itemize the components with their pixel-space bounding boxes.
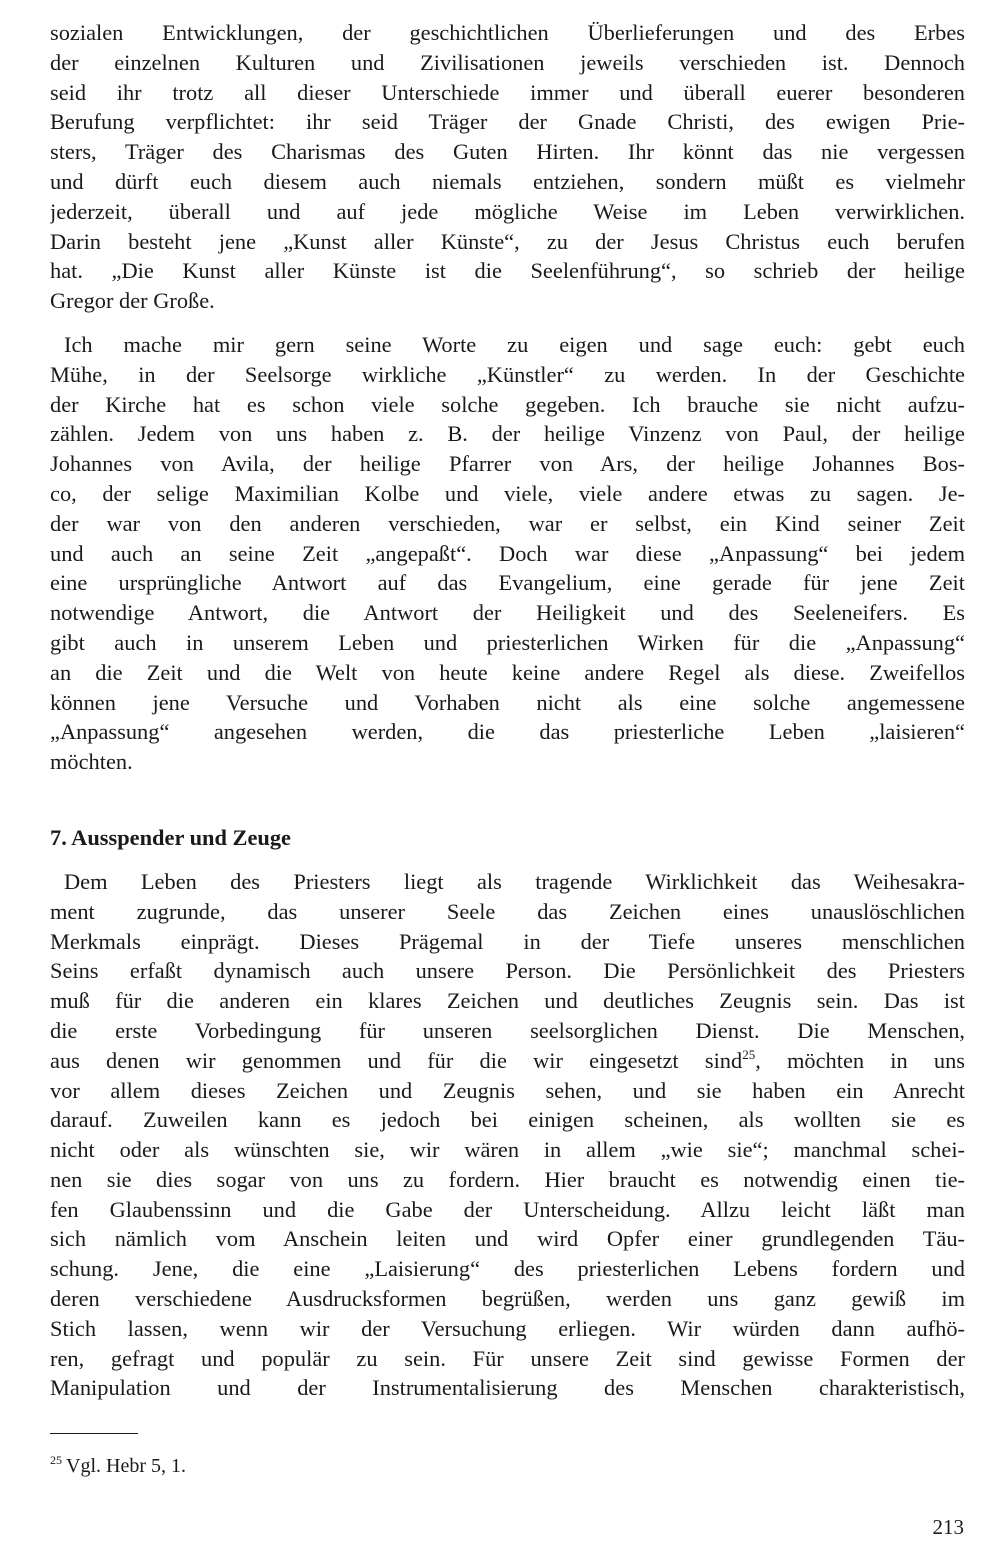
text-line: der war von den anderen verschieden, war er selbst, ein Kind seiner Zeit (50, 510, 965, 536)
text-line: Johannes von Avila, der heilige Pfarrer von Ars, der heilige Johannes Bos- (50, 451, 965, 477)
text-line: Stich lassen, wenn wir der Versuchung erliegen. Wir würden dann aufhö- (50, 1315, 965, 1341)
footnote-marker: 25 (50, 1453, 62, 1467)
page-number: 213 (932, 1515, 964, 1539)
text-line: Merkmals einprägt. Dieses Prägemal in der Tiefe unseres menschlichen (50, 928, 965, 954)
text-line: „Anpassung“ angesehen werden, die das priesterliche Leben „laisieren“ (50, 719, 965, 745)
page-body (50, 18, 965, 1403)
paragraph-3 (50, 867, 965, 1403)
text-line: und auch an seine Zeit „angepaßt“. Doch war diese „Anpassung“ bei jedem (50, 540, 965, 566)
text-line: schung. Jene, die eine „Laisierung“ des priesterlichen Lebens fordern und (50, 1256, 965, 1282)
text-line: sozialen Entwicklungen, der geschichtlichen Überlieferungen und des Erbes (50, 20, 965, 45)
paragraph-2 (50, 330, 965, 777)
text-line: Berufung verpflichtet: ihr seid Träger der Gnade Christi, des ewigen Prie- (50, 109, 965, 135)
text-line: der Kirche hat es schon viele solche gegeben. Ich brauche sie nicht aufzu- (50, 391, 965, 417)
text-line: nen sie dies sogar von uns zu fordern. Hier braucht es notwendig einen tie- (50, 1166, 965, 1192)
paragraph-1 (50, 18, 965, 316)
text-line: ren, gefragt und populär zu sein. Für unsere Zeit sind gewisse Formen der (50, 1345, 965, 1371)
text-line: deren verschiedene Ausdrucksformen begrüßen, werden uns ganz gewiß im (50, 1286, 965, 1312)
text-line: der einzelnen Kulturen und Zivilisationen jeweils verschieden ist. Dennoch (50, 49, 965, 75)
text-line: fen Glaubenssinn und die Gabe der Unterscheidung. Allzu leicht läßt man (50, 1196, 965, 1222)
text-line: eine ursprüngliche Antwort auf das Evangelium, eine gerade für jene Zeit (50, 570, 965, 596)
text-segment: aus denen wir genommen und für die wir eingesetzt sind (50, 1047, 743, 1073)
footnote-reference[interactable]: 25 (742, 1046, 756, 1062)
text-line: co, der selige Maximilian Kolbe und viele, viele andere etwas zu sagen. Je- (50, 480, 965, 506)
text-line: notwendige Antwort, die Antwort der Heiligkeit und des Seeleneifers. Es (50, 600, 965, 626)
text-line: nicht oder als wünschten sie, wir wären in allem „wie sie“; manchmal schei- (50, 1137, 965, 1163)
text-line: vor allem dieses Zeichen und Zeugnis sehen, und sie haben ein Anrecht (50, 1077, 965, 1103)
text-line: seid ihr trotz all dieser Unterschiede immer und überall euerer besonderen (50, 79, 965, 105)
text-line: Dem Leben des Priesters liegt als tragende Wirklichkeit das Weihesakra- (64, 868, 965, 894)
text-line: können jene Versuche und Vorhaben nicht als eine solche angemessene (50, 689, 965, 715)
text-line (50, 1046, 965, 1076)
text-line: an die Zeit und die Welt von heute keine andere Regel als diese. Zweifellos (50, 659, 965, 685)
text-line: gibt auch in unserem Leben und priesterlichen Wirken für die „Anpassung“ (50, 629, 965, 655)
text-line: Darin besteht jene „Kunst aller Künste“, zu der Jesus Christus euch berufen (50, 228, 965, 254)
footnote-text: Vgl. Hebr 5, 1. (66, 1455, 186, 1477)
text-line: sich nämlich vom Anschein leiten und wird Opfer einer grundlegenden Täu- (50, 1226, 965, 1252)
text-line: Manipulation und der Instrumentalisierung des Menschen charakteristisch, (50, 1375, 965, 1401)
text-line: die erste Vorbedingung für unseren seelsorglichen Dienst. Die Menschen, (50, 1017, 965, 1043)
text-line: Mühe, in der Seelsorge wirkliche „Künstler“ zu werden. In der Geschichte (50, 361, 965, 387)
text-segment: , möchten in uns (755, 1047, 965, 1073)
text-line: Seins erfaßt dynamisch auch unsere Person. Die Persönlichkeit des Priesters (50, 958, 965, 984)
text-line: sters, Träger des Charismas des Guten Hirten. Ihr könnt das nie vergessen (50, 139, 965, 165)
footnote-divider (50, 1433, 138, 1434)
text-line: muß für die anderen ein klares Zeichen und deutliches Zeugnis sein. Das ist (50, 988, 965, 1014)
text-line: möchten. (50, 749, 133, 775)
text-line: und dürft euch diesem auch niemals entziehen, sondern müßt es vielmehr (50, 168, 965, 194)
text-line: Gregor der Große. (50, 288, 215, 314)
text-line: darauf. Zuweilen kann es jedoch bei einigen scheinen, als wollten sie es (50, 1107, 965, 1133)
section-heading: 7. Ausspender und Zeuge (50, 824, 291, 850)
text-line: ment zugrunde, das unserer Seele das Zeichen eines unauslöschlichen (50, 898, 965, 924)
text-line: Ich mache mir gern seine Worte zu eigen und sage euch: gebt euch (64, 331, 965, 357)
text-line: zählen. Jedem von uns haben z. B. der heilige Vinzenz von Paul, der heilige (50, 421, 965, 447)
text-line: hat. „Die Kunst aller Künste ist die Seelenführung“, so schrieb der heilige (50, 258, 965, 284)
text-line: jederzeit, überall und auf jede mögliche Weise im Leben verwirklichen. (50, 198, 965, 224)
footnote (50, 1448, 186, 1478)
